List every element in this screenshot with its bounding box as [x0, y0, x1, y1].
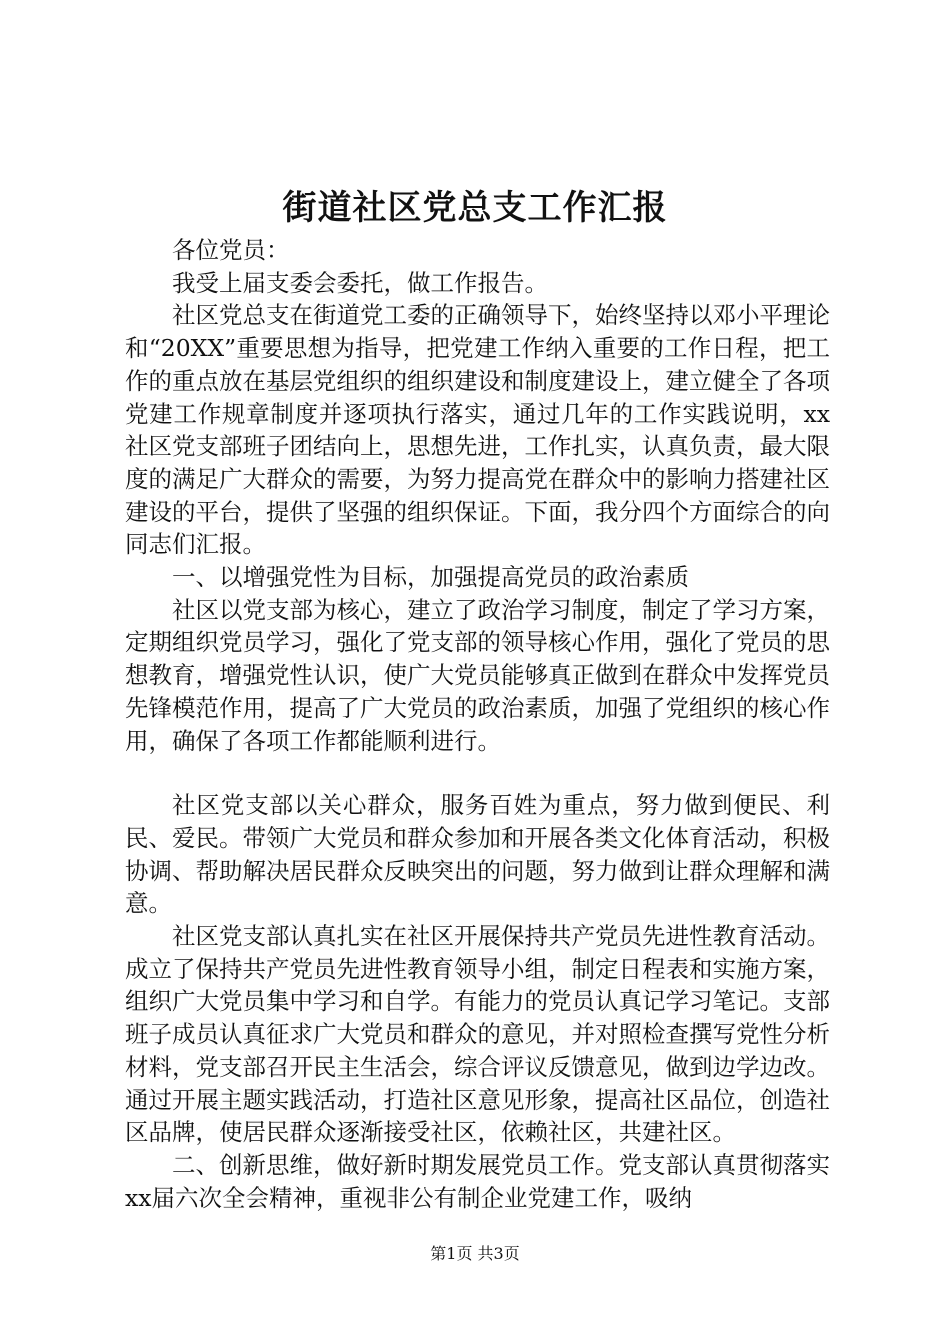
section-heading-1: 一、以增强党性为目标，加强提高党员的政治素质 — [172, 563, 689, 592]
education-paragraph: 社区党支部认真扎实在社区开展保持共产党员先进性教育活动。成立了保持共产党员先进性教育领导小组，制定日程表和实施方案，组织广大党员集中学习和自学。有能力的党员认真记学习笔记。支部班子成员认真征求广大党员和群众的意见，并对照检查撰写党性分析材料，党支部召开民主生活会，综合评议反馈意见，做到边学边改。通过开展主题实践活动，打造社区意见形象，提高社区品位，创造社区品牌，使居民群众逐渐接受社区，依赖社区，共建社区。 — [125, 922, 830, 1147]
document-body — [125, 234, 830, 1214]
section-1-paragraph: 社区以党支部为核心，建立了政治学习制度，制定了学习方案，定期组织党员学习，强化了党支部的领导核心作用，强化了党员的思想教育，增强党性认识，使广大党员能够真正做到在群众中发挥党员先锋模范作用，提高了广大党员的政治素质，加强了党组织的核心作用，确保了各项工作都能顺利进行。 — [125, 595, 830, 755]
summary-paragraph: 社区党总支在街道党工委的正确领导下，始终坚持以邓小平理论和“20XX”重要思想为指导，把党建工作纳入重要的工作日程，把工作的重点放在基层党组织的组织建设和制度建设上，建立健全了各项党建工作规章制度并逐项执行落实，通过几年的工作实践说明，xx社区党支部班子团结向上，思想先进，工作扎实，认真负责，最大限度的满足广大群众的需要，为努力提高党在群众中的影响力搭建社区建设的平台，提供了坚强的组织保证。下面，我分四个方面综合的向同志们汇报。 — [125, 301, 830, 559]
section-2-paragraph: 二、创新思维，做好新时期发展党员工作。党支部认真贯彻落实xx届六次全会精神，重视非公有制企业党建工作，吸纳 — [125, 1150, 830, 1212]
page-footer: 第1页 共3页 — [430, 1244, 520, 1263]
intro-paragraph: 我受上届支委会委托，做工作报告。 — [172, 268, 548, 297]
service-paragraph: 社区党支部以关心群众，服务百姓为重点，努力做到便民、利民、爱民。带领广大党员和群众参加和开展各类文化体育活动，积极协调、帮助解决居民群众反映突出的问题，努力做到让群众理解和满意。 — [125, 791, 830, 918]
document-title: 街道社区党总支工作汇报 — [282, 188, 668, 228]
salutation-paragraph: 各位党员： — [172, 236, 290, 264]
